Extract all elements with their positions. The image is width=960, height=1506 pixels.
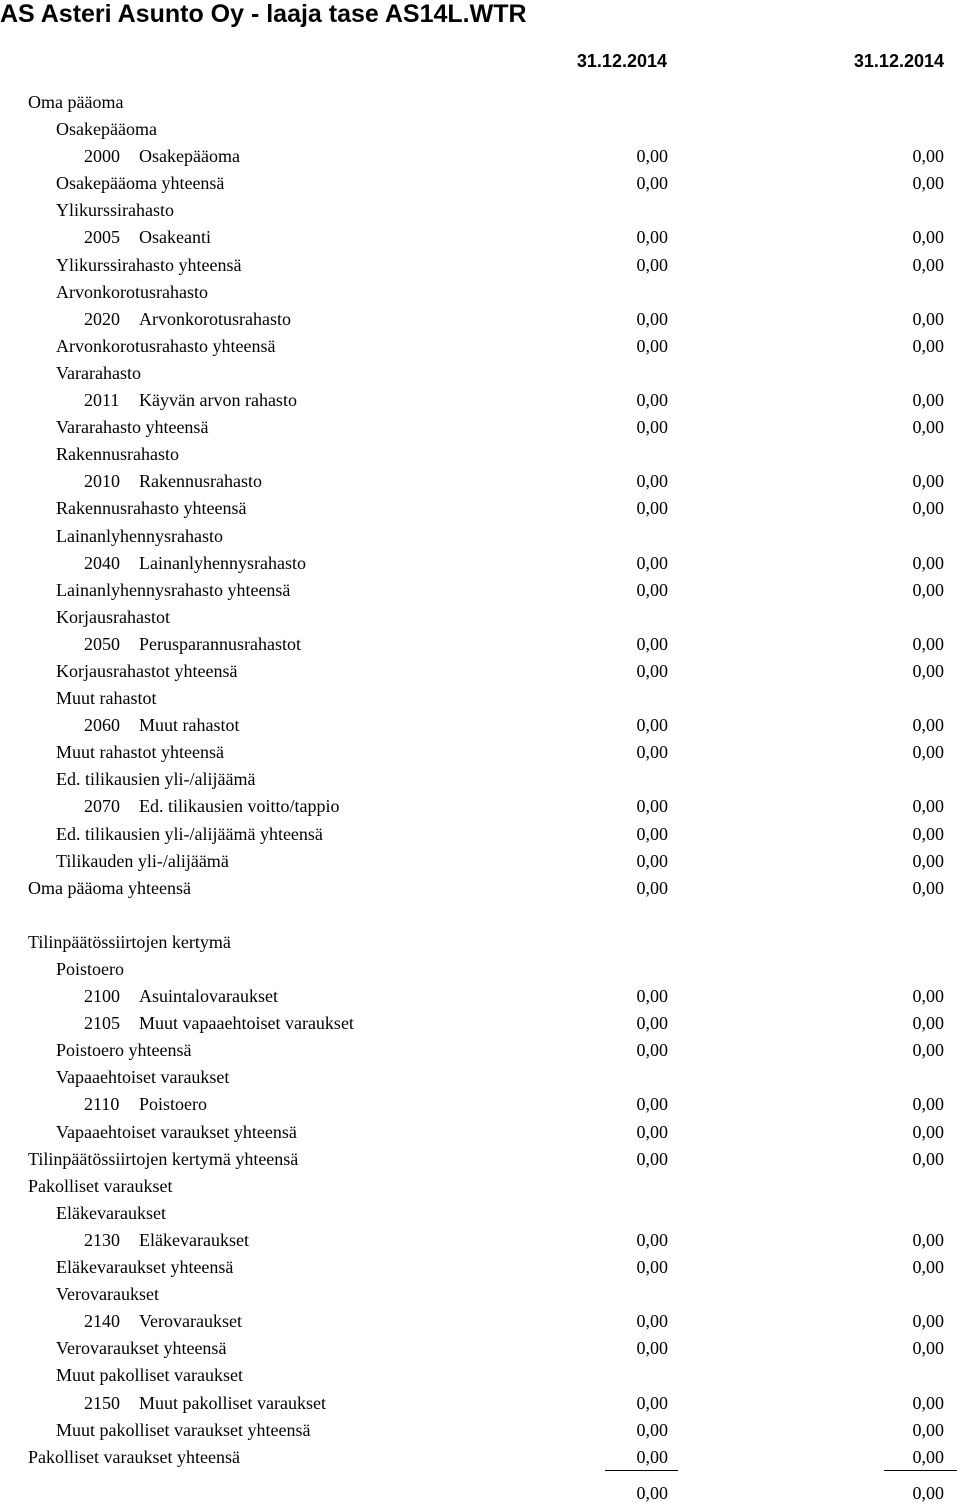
- amount-col-1: 0,00: [636, 1121, 668, 1142]
- amount-col-1: 0,00: [636, 1257, 668, 1278]
- amount-col-1: 0,00: [636, 1094, 668, 1115]
- amount-col-2: 0,00: [912, 823, 944, 844]
- amount-col-1: 0,00: [636, 986, 668, 1007]
- section-heading: Oma pääoma: [28, 92, 124, 112]
- section-total-label: Tilikauden yli-/alijäämä: [56, 850, 229, 871]
- amount-col-1: 0,00: [636, 173, 668, 194]
- section-heading: Poistoero: [56, 959, 125, 979]
- account-name: Osakepääoma: [139, 146, 240, 167]
- account-code: 2150: [84, 1392, 120, 1413]
- account-code: 2040: [84, 552, 120, 573]
- account-row: [0, 143, 960, 170]
- amount-col-2: 0,00: [912, 335, 944, 356]
- section-total-label: Arvonkorotusrahasto yhteensä: [56, 335, 276, 356]
- amount-col-1: 0,00: [636, 1419, 668, 1440]
- account-code: 2060: [84, 715, 120, 736]
- total-row: [0, 821, 960, 848]
- section-heading: Verovaraukset: [56, 1284, 159, 1305]
- amount-col-2: 0,00: [912, 660, 944, 681]
- amount-col-2: 0,00: [912, 1121, 944, 1142]
- account-row: [0, 1390, 960, 1417]
- account-row: [0, 1091, 960, 1118]
- section-total-label: Rakennusrahasto yhteensä: [56, 498, 247, 519]
- report-title: AS Asteri Asunto Oy - laaja tase AS14L.WTR: [0, 0, 527, 28]
- total-row: [0, 1254, 960, 1281]
- total-underline-col-1: [605, 1470, 678, 1471]
- group-row: [0, 1064, 960, 1091]
- section-heading: Lainanlyhennysrahasto: [56, 525, 223, 546]
- amount-col-2: 0,00: [912, 390, 944, 411]
- total-row: [0, 658, 960, 685]
- amount-col-2: 0,00: [912, 1229, 944, 1250]
- amount-col-1: 0,00: [636, 1338, 668, 1359]
- amount-col-1: 0,00: [636, 1311, 668, 1332]
- section-heading: Muut pakolliset varaukset: [56, 1365, 243, 1386]
- account-name: Muut pakolliset varaukset: [139, 1392, 326, 1413]
- amount-col-2: 0,00: [912, 1311, 944, 1332]
- amount-col-1: 0,00: [636, 552, 668, 573]
- section-total-label: Pakolliset varaukset yhteensä: [28, 1446, 240, 1467]
- amount-col-2: 0,00: [912, 1392, 944, 1413]
- amount-col-1: 0,00: [636, 1229, 668, 1250]
- section-total-label: Muut rahastot yhteensä: [56, 742, 224, 763]
- column-header-period-2: 31.12.2014: [853, 51, 944, 71]
- amount-col-2: 0,00: [912, 633, 944, 654]
- group-row: [0, 360, 960, 387]
- account-row: [0, 224, 960, 251]
- amount-col-1: 0,00: [636, 1446, 668, 1467]
- account-code: 2140: [84, 1311, 120, 1332]
- account-row: [0, 550, 960, 577]
- account-code: 2100: [84, 986, 120, 1007]
- account-code: 2130: [84, 1229, 120, 1250]
- section-heading: Korjausrahastot: [56, 606, 170, 627]
- amount-col-2: 0,00: [912, 1338, 944, 1359]
- amount-col-2: 0,00: [912, 1148, 944, 1169]
- amount-col-2: 0,00: [912, 1094, 944, 1115]
- amount-col-1: 0,00: [636, 498, 668, 519]
- group-row: [0, 956, 960, 983]
- group-row: [0, 116, 960, 143]
- section-total-label: Korjausrahastot yhteensä: [56, 660, 238, 681]
- account-code: 2000: [84, 146, 120, 167]
- amount-col-1: 0,00: [636, 796, 668, 817]
- amount-col-1: 0,00: [636, 146, 668, 167]
- amount-col-1: 0,00: [636, 850, 668, 871]
- amount-col-2: 0,00: [912, 552, 944, 573]
- section-heading: Osakepääoma: [56, 119, 157, 140]
- account-name: Lainanlyhennysrahasto: [139, 552, 306, 573]
- account-row: [0, 793, 960, 820]
- amount-col-1: 0,00: [636, 254, 668, 275]
- section-total-label: Verovaraukset yhteensä: [56, 1338, 227, 1359]
- section-total-label: Osakepääoma yhteensä: [56, 173, 225, 194]
- amount-col-2: 0,00: [912, 417, 944, 438]
- amount-col-2: 0,00: [912, 1446, 944, 1467]
- amount-col-1: 0,00: [636, 390, 668, 411]
- account-name: Muut vapaaehtoiset varaukset: [139, 1013, 354, 1034]
- group-row: [0, 929, 960, 956]
- group-row: [0, 441, 960, 468]
- amount-col-1: 0,00: [636, 742, 668, 763]
- section-total-label: Ylikurssirahasto yhteensä: [56, 254, 242, 275]
- account-code: 2010: [84, 471, 120, 492]
- section-heading: Pakolliset varaukset: [28, 1175, 173, 1196]
- amount-col-1: 0,00: [636, 660, 668, 681]
- section-total-label: Muut pakolliset varaukset yhteensä: [56, 1419, 311, 1440]
- amount-col-2: 0,00: [912, 498, 944, 519]
- amount-col-1: 0,00: [636, 335, 668, 356]
- section-heading: Vararahasto: [56, 362, 141, 383]
- amount-col-2: 0,00: [912, 796, 944, 817]
- amount-col-2: 0,00: [912, 986, 944, 1007]
- amount-col-2: 0,00: [912, 173, 944, 194]
- section-total-label: Ed. tilikausien yli-/alijäämä yhteensä: [56, 823, 323, 844]
- total-row: [0, 1037, 960, 1064]
- total-row: [0, 1417, 960, 1444]
- amount-col-2: 0,00: [912, 1419, 944, 1440]
- account-row: [0, 983, 960, 1010]
- section-total-label: Lainanlyhennysrahasto yhteensä: [56, 579, 291, 600]
- amount-col-1: 0,00: [636, 308, 668, 329]
- total-row: [0, 333, 960, 360]
- group-row: [0, 685, 960, 712]
- account-name: Asuintalovaraukset: [139, 986, 278, 1007]
- amount-col-1: 0,00: [636, 579, 668, 600]
- amount-col-2: 0,00: [912, 308, 944, 329]
- account-row: [0, 1227, 960, 1254]
- amount-col-2: 0,00: [912, 742, 944, 763]
- amount-col-2: 0,00: [912, 877, 944, 898]
- amount-col-2: 0,00: [912, 254, 944, 275]
- amount-col-1: 0,00: [636, 1040, 668, 1061]
- account-name: Perusparannusrahastot: [139, 633, 301, 654]
- amount-col-2: 0,00: [912, 1257, 944, 1278]
- account-name: Verovaraukset: [139, 1311, 242, 1332]
- account-name: Eläkevaraukset: [139, 1229, 249, 1250]
- account-row: [0, 387, 960, 414]
- amount-col-1: 0,00: [636, 1013, 668, 1034]
- section-heading: Eläkevaraukset: [56, 1202, 166, 1223]
- group-row: [0, 1200, 960, 1227]
- group-row: [0, 766, 960, 793]
- account-name: Käyvän arvon rahasto: [139, 390, 297, 411]
- account-name: Muut rahastot: [139, 715, 240, 736]
- group-row: [0, 197, 960, 224]
- section-total-label: Poistoero yhteensä: [56, 1040, 192, 1061]
- account-code: 2070: [84, 796, 120, 817]
- spacer-row: [0, 902, 960, 929]
- grand-total-col-2: 0,00: [912, 1483, 944, 1503]
- amount-col-1: 0,00: [636, 417, 668, 438]
- amount-col-1: 0,00: [636, 471, 668, 492]
- total-row: [0, 848, 960, 875]
- grand-total-col-1: 0,00: [636, 1483, 668, 1503]
- total-row: [0, 739, 960, 766]
- account-row: [0, 712, 960, 739]
- total-row: [0, 414, 960, 441]
- amount-col-1: 0,00: [636, 715, 668, 736]
- amount-col-2: 0,00: [912, 146, 944, 167]
- amount-col-1: 0,00: [636, 1148, 668, 1169]
- total-row: [0, 170, 960, 197]
- section-heading: Rakennusrahasto: [56, 444, 179, 465]
- group-row: [0, 89, 960, 116]
- group-row: [0, 523, 960, 550]
- total-row: [0, 577, 960, 604]
- account-code: 2011: [84, 390, 120, 411]
- account-name: Ed. tilikausien voitto/tappio: [139, 796, 340, 817]
- section-total-label: Tilinpäätössiirtojen kertymä yhteensä: [28, 1148, 299, 1169]
- total-underline-col-2: [884, 1470, 957, 1471]
- amount-col-1: 0,00: [636, 1392, 668, 1413]
- total-row: [0, 252, 960, 279]
- account-code: 2005: [84, 227, 120, 248]
- account-code: 2110: [84, 1094, 120, 1115]
- total-row: [0, 1335, 960, 1362]
- amount-col-2: 0,00: [912, 471, 944, 492]
- section-heading: Ylikurssirahasto: [56, 200, 174, 221]
- amount-col-1: 0,00: [636, 633, 668, 654]
- account-name: Poistoero: [139, 1094, 208, 1115]
- amount-col-2: 0,00: [912, 715, 944, 736]
- account-code: 2050: [84, 633, 120, 654]
- total-row: [0, 495, 960, 522]
- group-row: [0, 604, 960, 631]
- total-row: [0, 875, 960, 902]
- account-name: Osakeanti: [139, 227, 211, 248]
- section-total-label: Eläkevaraukset yhteensä: [56, 1257, 234, 1278]
- amount-col-2: 0,00: [912, 1040, 944, 1061]
- total-row: [0, 1146, 960, 1173]
- account-row: [0, 306, 960, 333]
- balance-sheet-table: [0, 89, 960, 1471]
- section-heading: Vapaaehtoiset varaukset: [56, 1067, 230, 1088]
- section-total-label: Vapaaehtoiset varaukset yhteensä: [56, 1121, 297, 1142]
- section-heading: Tilinpäätössiirtojen kertymä: [28, 931, 231, 952]
- account-row: [0, 468, 960, 495]
- section-heading: Ed. tilikausien yli-/alijäämä: [56, 769, 256, 790]
- section-total-label: Vararahasto yhteensä: [56, 417, 209, 438]
- amount-col-2: 0,00: [912, 579, 944, 600]
- amount-col-2: 0,00: [912, 1013, 944, 1034]
- amount-col-1: 0,00: [636, 823, 668, 844]
- group-row: [0, 1281, 960, 1308]
- column-header-period-1: 31.12.2014: [576, 51, 667, 71]
- amount-col-2: 0,00: [912, 227, 944, 248]
- account-name: Arvonkorotusrahasto: [139, 308, 291, 329]
- account-name: Rakennusrahasto: [139, 471, 262, 492]
- group-row: [0, 1362, 960, 1389]
- amount-col-1: 0,00: [636, 227, 668, 248]
- account-code: 2105: [84, 1013, 120, 1034]
- section-total-label: Oma pääoma yhteensä: [28, 877, 191, 898]
- account-row: [0, 1010, 960, 1037]
- group-row: [0, 279, 960, 306]
- amount-col-2: 0,00: [912, 850, 944, 871]
- section-heading: Muut rahastot: [56, 688, 157, 709]
- total-row: [0, 1119, 960, 1146]
- account-row: [0, 631, 960, 658]
- total-row: [0, 1444, 960, 1471]
- account-code: 2020: [84, 308, 120, 329]
- section-heading: Arvonkorotusrahasto: [56, 281, 208, 302]
- group-row: [0, 1173, 960, 1200]
- amount-col-1: 0,00: [636, 877, 668, 898]
- account-row: [0, 1308, 960, 1335]
